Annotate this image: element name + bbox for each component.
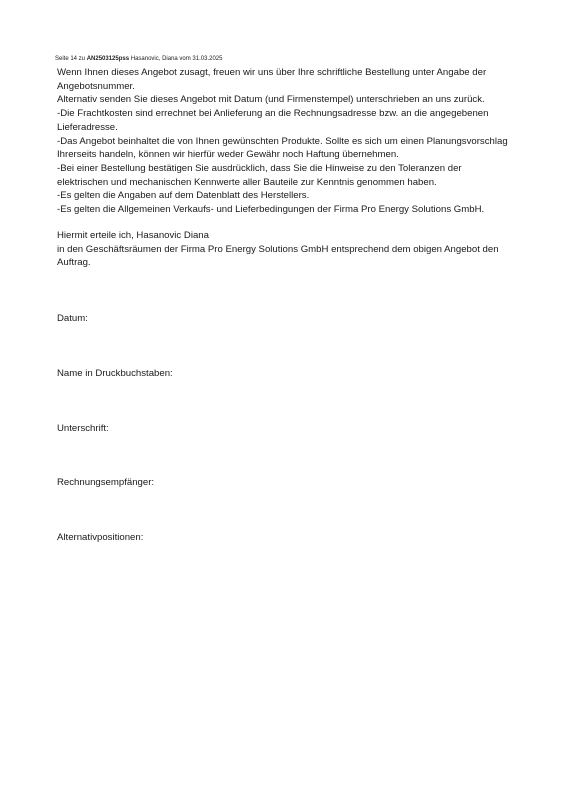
header-page-prefix: Seite 14 zu xyxy=(55,56,87,62)
alternative-positions-field-label: Alternativpositionen: xyxy=(57,532,144,543)
terms-paragraph-tolerances: -Bei einer Bestellung bestätigen Sie ausdrücklich, dass Sie die Hinweise zu den Toleranzen der elektrischen und mechanischen Kennwerte aller Bauteile zur Kenntnis genommen haben. xyxy=(57,162,462,188)
offer-terms xyxy=(57,66,509,217)
header-offer-number: AN2503125pss xyxy=(86,56,130,62)
authorization-statement xyxy=(57,229,509,270)
name-field-label: Name in Druckbuchstaben: xyxy=(57,368,173,379)
terms-paragraph-order: Wenn Ihnen dieses Angebot zusagt, freuen wir uns über Ihre schriftliche Bestellung unter Angabe der Angebotsnummer. xyxy=(57,67,487,92)
terms-paragraph-datasheet: -Es gelten die Angaben auf dem Datenblatt des Herstellers. xyxy=(57,190,310,202)
terms-paragraph-alternative: Alternativ senden Sie dieses Angebot mit Datum (und Firmenstempel) unterschrieben an uns zurück. xyxy=(57,94,485,106)
date-field-label: Datum: xyxy=(57,313,88,324)
header-customer-date: Hasanovic, Diana vom 31.03.2025 xyxy=(129,56,223,62)
invoice-recipient-field-label: Rechnungsempfänger: xyxy=(57,477,155,488)
terms-paragraph-freight: -Die Frachtkosten sind errechnet bei Anlieferung an die Rechnungsadresse bzw. an die angegebenen Lieferadresse. xyxy=(57,108,489,133)
terms-paragraph-products: -Das Angebot beinhaltet die von Ihnen gewünschten Produkte. Sollte es sich um einen Planungsvorschlag Ihrerseits handeln, können wir hierfür weder Gewähr noch Haftung übernehmen. xyxy=(57,135,508,161)
authorization-line-2: in den Geschäftsräumen der Firma Pro Energy Solutions GmbH entsprechend dem obigen Angebot den Auftrag. xyxy=(57,243,499,269)
authorization-line-1: Hiermit erteile ich, Hasanovic Diana xyxy=(57,230,209,241)
page-header xyxy=(55,55,222,63)
signature-field-label: Unterschrift: xyxy=(57,423,109,434)
terms-paragraph-general-conditions: -Es gelten die Allgemeinen Verkaufs- und Lieferbedingungen der Firma Pro Energy Solutions GmbH. xyxy=(57,204,485,216)
